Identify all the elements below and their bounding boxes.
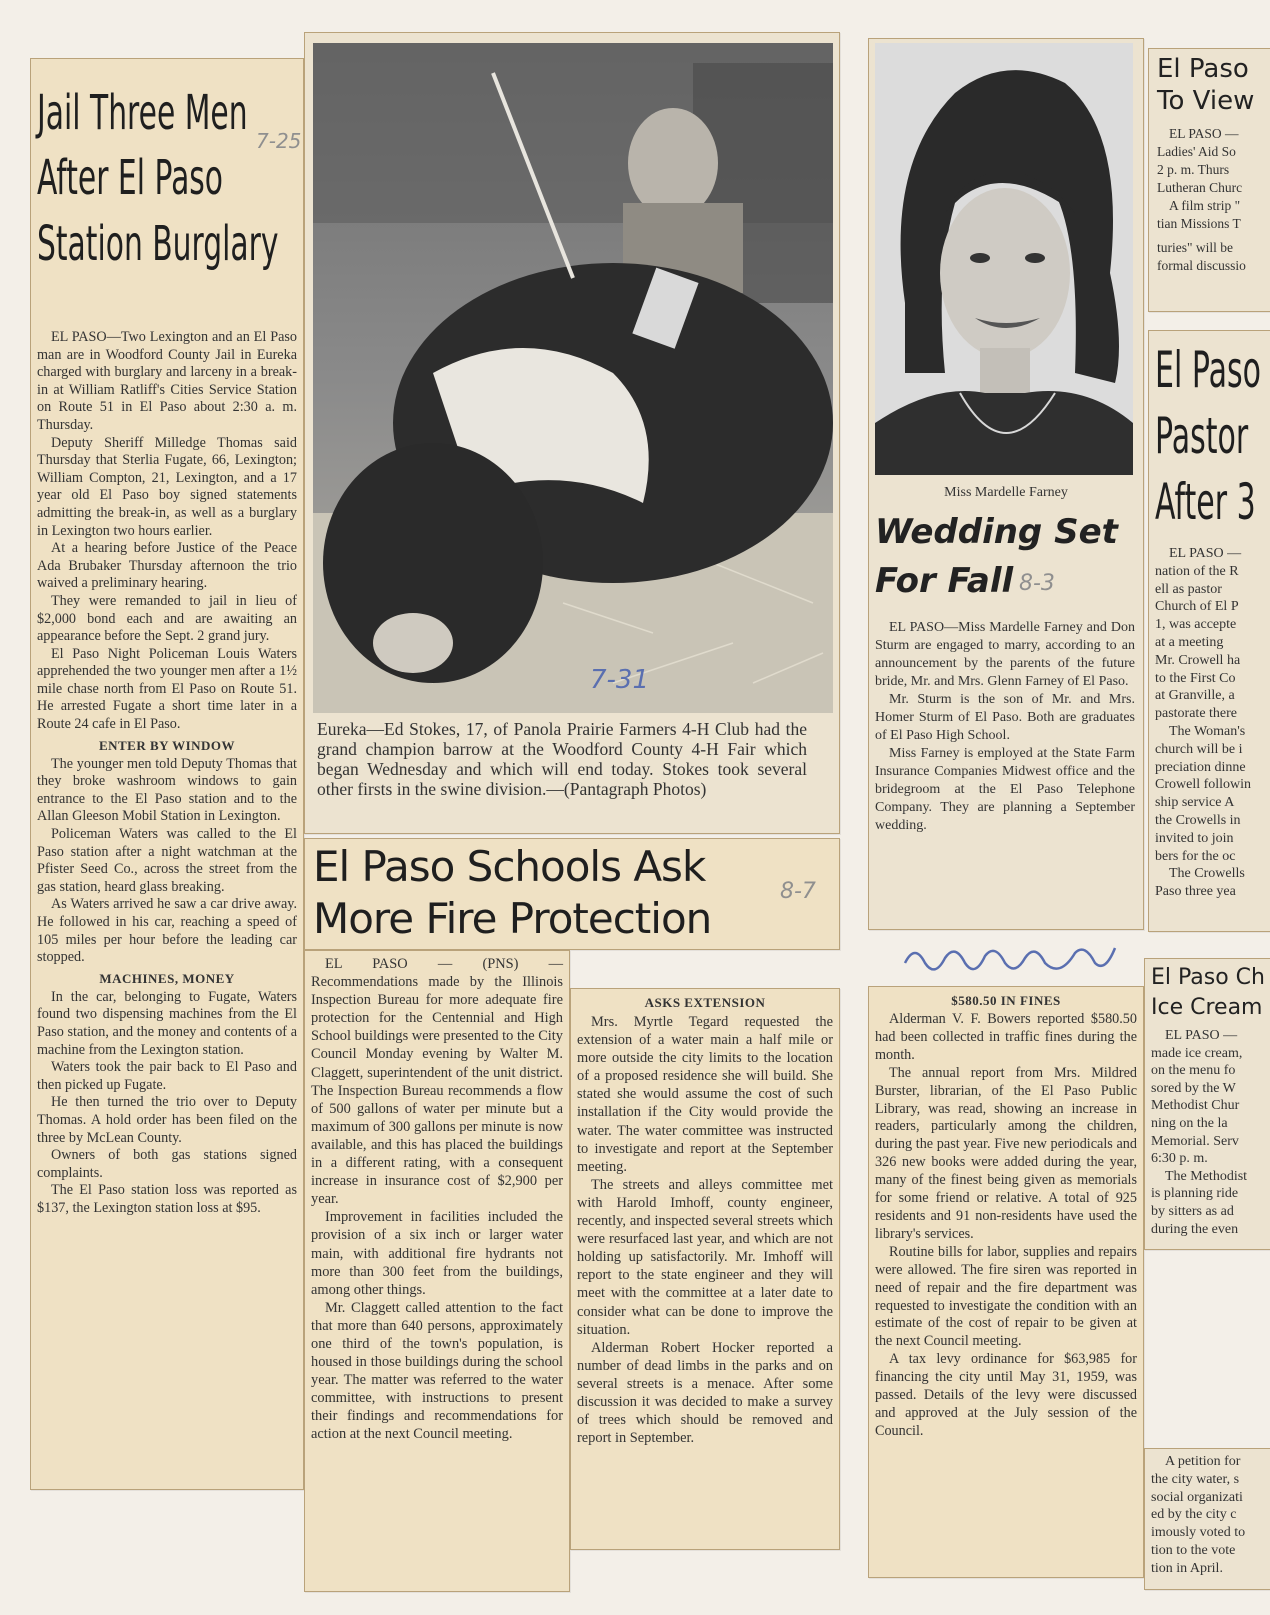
jail-headline-line1: Jail Three Men (37, 85, 248, 141)
right-clip-petition-line: social organizati (1151, 1489, 1243, 1505)
portrait-image (875, 43, 1133, 475)
right-clip-pastor-line: Paso three yea (1155, 884, 1236, 900)
right-clip-pastor-headline-3: After 3 (1155, 473, 1256, 531)
jail-paragraph: He then turned the trio over to Deputy Thomas. A hold order has been filed on the three by McLean County. (37, 1094, 297, 1146)
schools-paragraph: Alderman V. F. Bowers reported $580.50 had been collected in traffic fines during the month. (875, 1011, 1137, 1063)
right-clip-petition-line: A petition for (1165, 1454, 1241, 1469)
right-clip-pastor-line: the Crowells in (1155, 812, 1241, 828)
right-clip-view-line: tian Missions T (1157, 216, 1241, 231)
schools-paragraph: Alderman Robert Hocker reported a number of dead limbs in the parks and on several streets is a menace. After some discussion it was decided to make a survey of trees which should be removed and report in September. (577, 1339, 833, 1447)
right-clip-pastor-line: invited to join (1155, 830, 1234, 846)
right-clip-view-headline-2: To View (1157, 86, 1255, 116)
jail-subhead-machines: MACHINES, MONEY (99, 970, 235, 986)
right-clip-view-headline-1: El Paso (1157, 54, 1249, 84)
wedding-date-note: 8-3 (1019, 571, 1055, 596)
right-clip-view-line: Ladies' Aid So (1157, 144, 1236, 159)
schools-article-headline-clip (304, 838, 840, 950)
jail-paragraph: EL PASO—Two Lexington and an El Paso man are in Woodford County Jail in Eureka charged with burglary and larceny in a break-in at William Ratliff's Cities Service Station on Route 51 in El Paso about 2:30 a. m. Thursday. (37, 329, 297, 433)
jail-article (30, 58, 304, 1490)
jail-paragraph: Policeman Waters was called to the El Paso station after a night watchman at the Pfister Seed Co., across the street from the gas station, heard glass breaking. (37, 826, 297, 895)
right-clip-icecream-line: by sitters as ad (1151, 1203, 1234, 1219)
right-clip-petition-line: tion in April. (1151, 1560, 1223, 1576)
right-clip-pastor-line: to the First Co (1155, 670, 1236, 686)
photo-caption: Eureka—Ed Stokes, 17, of Panola Prairie Farmers 4-H Club had the grand champion barrow at the Woodford County 4-H Fair which began Wednesday and which will end today. Stokes took several other firsts in the swine division.—(Pantagraph Photos) (317, 719, 807, 799)
right-clip-pastor-line: Church of El P (1155, 599, 1239, 615)
right-clip-icecream-line: during the even (1151, 1221, 1239, 1237)
right-clip-view-line: Lutheran Churc (1157, 180, 1243, 195)
barrow-photo-clip (304, 32, 840, 834)
right-clip-icecream-line: sored by the W (1151, 1080, 1236, 1096)
right-clip-icecream-line: is planning ride (1151, 1186, 1239, 1202)
wedding-paragraph: EL PASO—Miss Mardelle Farney and Don Sturm are engaged to marry, according to an announcement by the parents of the future bride, Mr. and Mrs. Glenn Farney of El Paso. (875, 620, 1135, 689)
portrait-caption: Miss Mardelle Farney (944, 485, 1068, 500)
right-clip-pastor-line: pastorate there (1155, 706, 1238, 722)
schools-paragraph: The annual report from Mrs. Mildred Burster, librarian, of the El Paso Public Library, was read, showing an increase in readers, particularly among the children, during the past year. Five new periodicals and 326 new books were added during the year, many of the finest being given as memorials for some friend or relative. A total of 925 residents and 91 non-residents have used the library's services. (875, 1064, 1137, 1242)
right-clip-pastor-line: The Crowells (1169, 866, 1245, 882)
right-clip-icecream-line: on the menu fo (1151, 1063, 1236, 1079)
portrait-photo (875, 43, 1133, 475)
schools-col1 (304, 950, 570, 1592)
right-clip-petition-line: imously voted to (1151, 1525, 1246, 1541)
right-clip-pastor-line: at a meeting (1155, 634, 1224, 650)
right-clip-view (1148, 48, 1270, 312)
jail-paragraph: As Waters arrived he saw a car drive away. He followed in his car, reaching a speed of 105 miles per hour before the leading car stopped. (37, 896, 297, 966)
ink-scribble (900, 938, 1120, 978)
right-clip-pastor-line: Crowell followin (1155, 777, 1252, 793)
jail-paragraph: At a hearing before Justice of the Peace Ada Brubaker Thursday afternoon the trio waived a preliminary hearing. (37, 540, 297, 592)
jail-date-note: 7-25 (256, 129, 302, 153)
right-clip-icecream (1144, 958, 1270, 1250)
right-clip-pastor-line: bers for the oc (1155, 848, 1236, 864)
wedding-headline-line1: Wedding Set (875, 512, 1118, 552)
jail-headline-line2: After El Paso (37, 150, 224, 206)
jail-paragraph: In the car, belonging to Fugate, Waters found two dispensing machines from the El Paso station, and the money and contents of a machine from the Lexington station. (37, 988, 297, 1058)
jail-paragraph: They were remanded to jail in lieu of $2,000 bond each and are awaiting an appearance before the Sept. 2 grand jury. (37, 592, 297, 645)
schools-paragraph: Mr. Claggett called attention to the fact that more than 640 persons, approximately one third of the town's population, is housed in those buildings during the school year. The matter was referred to the water committee, with instructions to present their findings and recommendations for action at the next Council meeting. (311, 1299, 563, 1443)
right-clip-icecream-headline-2: Ice Cream (1151, 995, 1263, 1020)
wedding-headline (875, 507, 1118, 605)
barrow-photo-image (313, 43, 833, 713)
right-clip-petition-line: tion to the vote (1151, 1542, 1236, 1558)
right-clip-pastor-headline-1: El Paso (1155, 341, 1261, 399)
right-clip-view-line: EL PASO — (1169, 126, 1239, 141)
right-clip-pastor-headline-2: Pastor (1155, 407, 1249, 465)
jail-paragraph: The El Paso station loss was reported as $137, the Lexington station loss at $95. (37, 1182, 297, 1216)
schools-subhead-fines: $580.50 IN FINES (951, 993, 1061, 1008)
schools-paragraph: EL PASO — (PNS) — Recommendations made by the Illinois Inspection Bureau for more adequate fire protection for the Centennial and High School buildings were presented to the City Council Monday evening by Walter M. Claggett, superintendent of the unit district. The Inspection Bureau recommends a flow of 500 gallons of water per minute but a maximum of 300 gallons per minute is now available, and this has placed the buildings in a different rating, with a consequent increase in insurance cost of $2,900 per year. (311, 956, 563, 1208)
wedding-paragraph: Miss Farney is employed at the State Farm Insurance Companies Midwest office and the bridegroom at the El Paso Telephone Company. They are planning a September wedding. (875, 746, 1135, 833)
jail-paragraph: Waters took the pair back to El Paso and then picked up Fugate. (37, 1059, 297, 1093)
right-clip-petition (1144, 1448, 1270, 1590)
barrow-photo (313, 43, 833, 713)
right-clip-view-line: turies" will be (1157, 240, 1233, 255)
right-clip-icecream-line: Methodist Chur (1151, 1098, 1240, 1114)
jail-paragraph: The younger men told Deputy Thomas that they broke washroom windows to gain entrance to the El Paso station and to the Allan Gleeson Mobil Station in Lexington. (37, 755, 297, 825)
jail-paragraph: El Paso Night Policeman Louis Waters apprehended the two younger men after a 1½ mile chase north from El Paso on Route 51. He arrested Fugate a short time later in a Route 24 cafe in El Paso. (37, 645, 297, 733)
schools-subhead-extension: ASKS EXTENSION (644, 995, 766, 1010)
jail-headline (31, 59, 303, 329)
right-clip-icecream-line: made ice cream, (1151, 1045, 1243, 1061)
schools-paragraph: Mrs. Myrtle Tegard requested the extension of a water main a half mile or more outside the city limits to the location of a proposed residence she will build. She stated she would assume the cost of such installation if the City would provide the water. The water committee was instructed to investigate and report at the September meeting. (577, 1014, 833, 1175)
right-clip-icecream-line: The Methodist (1165, 1168, 1248, 1184)
schools-col2 (570, 988, 840, 1550)
right-clip-pastor-line: at Granville, a (1155, 688, 1235, 704)
right-clip-pastor-line: ship service A (1155, 795, 1235, 811)
schools-date-note: 8-7 (780, 879, 816, 904)
right-clip-view-line: formal discussio (1157, 258, 1246, 273)
right-clip-pastor-line: nation of the R (1155, 563, 1239, 579)
schools-headline-line2: More Fire Protection (313, 894, 712, 943)
wedding-headline-line2: For Fall (875, 561, 1014, 601)
right-clip-petition-line: the city water, s (1151, 1471, 1240, 1487)
right-clip-icecream-line: EL PASO — (1165, 1028, 1238, 1043)
schools-col3 (868, 986, 1144, 1578)
wedding-paragraph: Mr. Sturm is the son of Mr. and Mrs. Homer Sturm of El Paso. Both are graduates of El Paso High School. (875, 692, 1135, 743)
right-clip-icecream-line: ning on the la (1151, 1115, 1228, 1131)
right-clip-view-line: A film strip " (1169, 198, 1241, 213)
jail-body (31, 329, 303, 1218)
photo-date-note: 7-31 (590, 665, 650, 695)
jail-paragraph: Owners of both gas stations signed complaints. (37, 1147, 297, 1181)
schools-paragraph: Improvement in facilities included the provision of a six inch or larger water main, with additional fire hydrants not more than 300 feet from the buildings, among other things. (311, 1209, 563, 1298)
right-clip-pastor-line: The Woman's (1169, 723, 1246, 739)
right-clip-pastor (1148, 330, 1270, 932)
jail-paragraph: Deputy Sheriff Milledge Thomas said Thursday that Sterlia Fugate, 66, Lexington; William Compton, 21, Lexington, and a 17 year old El Paso boy signed statements admitting the break-in, as well as a burglary in Lexington two hours earlier. (37, 434, 297, 539)
right-clip-pastor-line: EL PASO — (1169, 546, 1242, 561)
right-clip-icecream-line: 6:30 p. m. (1151, 1151, 1208, 1167)
jail-headline-line3: Station Burglary (37, 216, 279, 272)
right-clip-icecream-headline-1: El Paso Ch (1151, 965, 1265, 990)
right-clip-view-line: 2 p. m. Thurs (1157, 162, 1230, 177)
right-clip-pastor-line: church will be i (1155, 741, 1243, 757)
schools-paragraph: A tax levy ordinance for $63,985 for financing the city until May 31, 1959, was passed. Details of the levy were discussed and approved at the July session of the Council. (875, 1351, 1137, 1439)
right-clip-pastor-line: ell as pastor (1155, 581, 1222, 597)
schools-headline (305, 839, 839, 945)
schools-paragraph: The streets and alleys committee met with Harold Imhoff, county engineer, recently, and inspected several streets which were resurfaced last year, and which are not holding up satisfactorily. Mr. Imhoff will report to the state engineer and they will meet with the committee at a later date to consider what can be done to improve the situation. (577, 1176, 833, 1338)
right-clip-pastor-line: Mr. Crowell ha (1155, 652, 1241, 668)
right-clip-pastor-line: preciation dinne (1155, 759, 1246, 775)
right-clip-pastor-line: 1, was accepte (1155, 617, 1237, 633)
schools-paragraph: Routine bills for labor, supplies and repairs were allowed. The fire siren was reported in need of repair and the fire department was requested to investigate the condition with an estimate of the cost of repair to be given at the next Council meeting. (875, 1243, 1137, 1350)
right-clip-icecream-line: Memorial. Serv (1151, 1133, 1239, 1149)
jail-subhead-window: ENTER BY WINDOW (98, 737, 236, 753)
wedding-article (868, 38, 1144, 930)
schools-headline-line1: El Paso Schools Ask (313, 842, 706, 891)
right-clip-petition-line: ed by the city c (1151, 1507, 1237, 1523)
